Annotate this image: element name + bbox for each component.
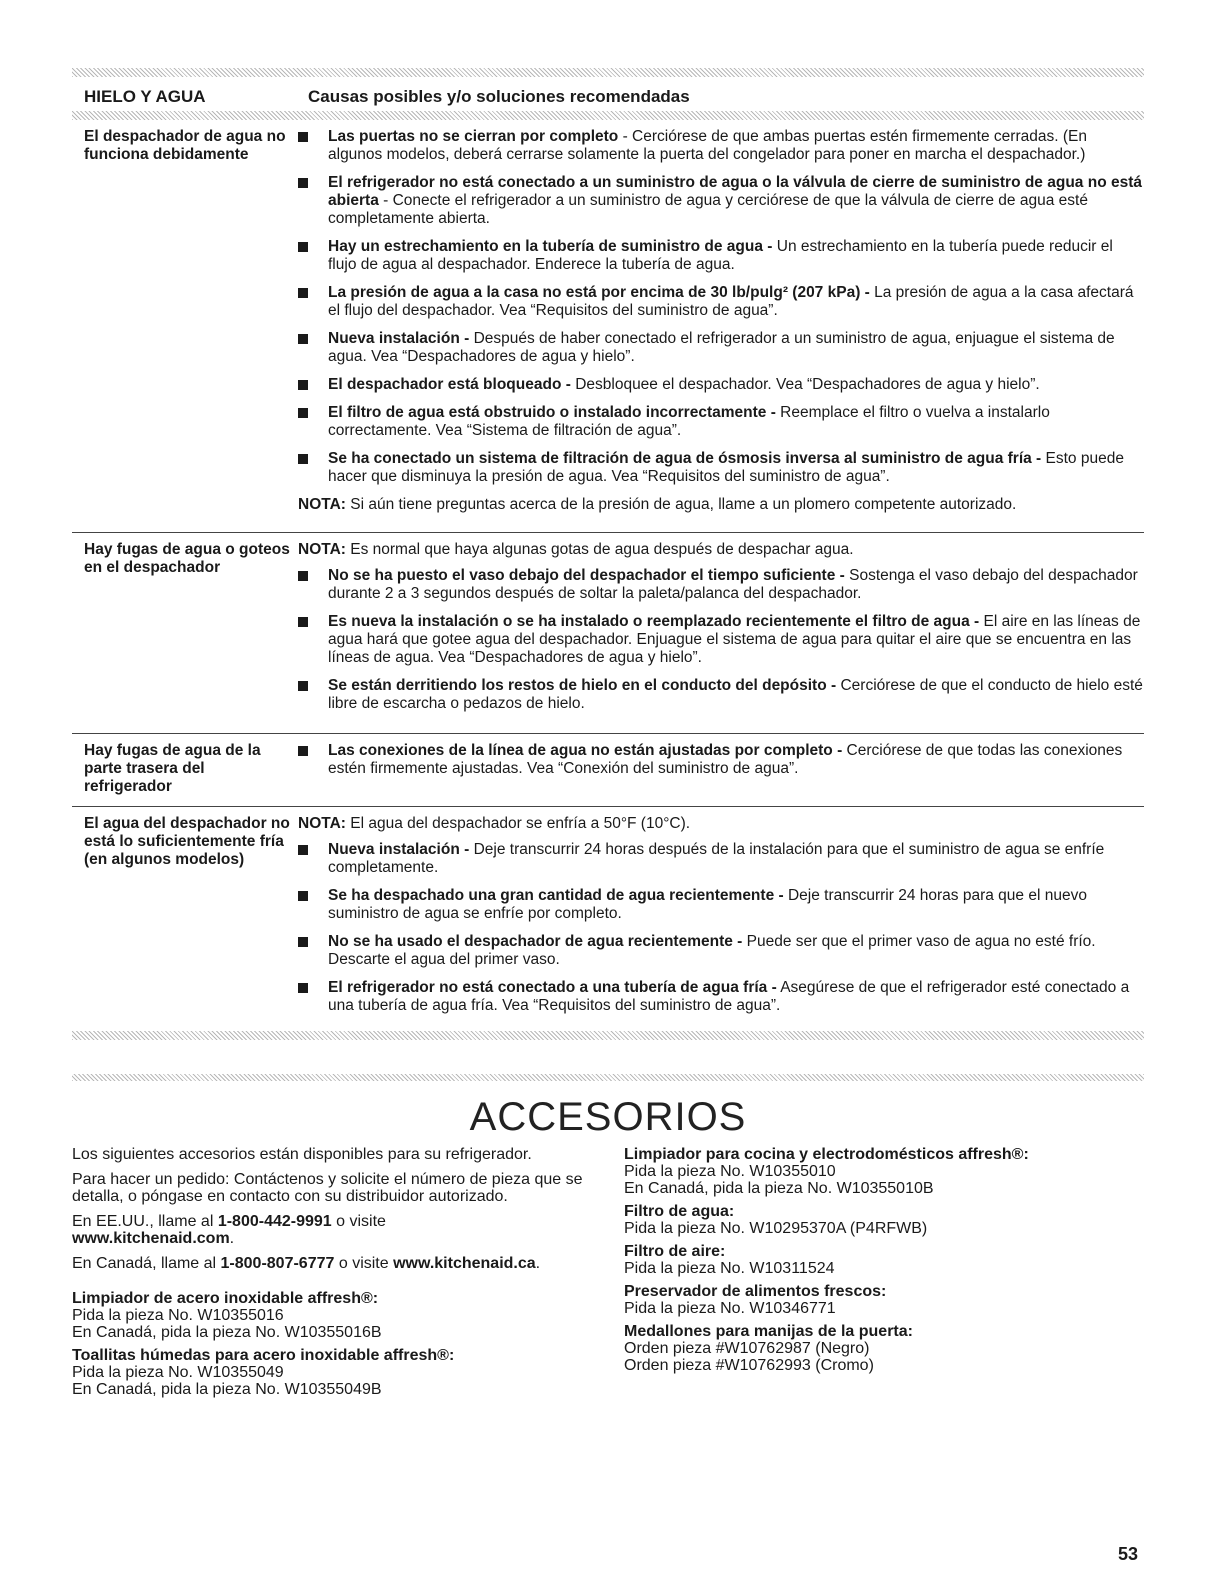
problem-cause: Hay fugas de agua de la parte trasera del refrigerador (84, 742, 261, 795)
accessory-part-number: Pida la pieza No. W10295370A (P4RFWB) (624, 1220, 928, 1237)
note-label: NOTA: (298, 815, 346, 832)
solution-item (298, 404, 1144, 440)
solution-item (298, 330, 1144, 366)
square-bullet-icon (298, 380, 308, 390)
solution-title: El refrigerador no está conectado a una tubería de agua fría - (328, 979, 777, 996)
solution-title: No se ha puesto el vaso debajo del despachador el tiempo suficiente - (328, 567, 845, 584)
solution-title: El refrigerador no está conectado a un suministro de agua o la válvula de cierre de suministro de agua no está abierta (328, 174, 1142, 209)
solution-text: Desbloquee el despachador. Vea “Despachadores de agua y hielo”. (570, 376, 1040, 393)
square-bullet-icon (298, 408, 308, 418)
accessory-part-number: En Canadá, pida la pieza No. W10355049B (72, 1381, 382, 1398)
solution-title: Las puertas no se cierran por completo (328, 128, 619, 145)
header-divider (72, 111, 1144, 120)
accessory-part-number: Pida la pieza No. W10346771 (624, 1300, 836, 1317)
accessory-title: Filtro de aire: (624, 1243, 726, 1260)
ca-phone[interactable]: 1-800-807-6777 (220, 1255, 335, 1272)
accesorios-title: ACCESORIOS (469, 1095, 747, 1139)
troubleshooting-table (72, 120, 1144, 1031)
problem-cause: El despachador de agua no funciona debidamente (84, 128, 286, 163)
solution-item (298, 979, 1144, 1015)
accessory-title: Preservador de alimentos frescos: (624, 1283, 887, 1300)
accessory-title: Limpiador de acero inoxidable affresh®: (72, 1290, 379, 1307)
note-label: NOTA: (298, 541, 346, 558)
solution-item (298, 567, 1144, 603)
accessory-part-number: Pida la pieza No. W10355016 (72, 1307, 284, 1324)
table-bottom-divider (72, 1031, 1144, 1040)
problem-cause: Hay fugas de agua o goteos en el despachador (84, 541, 290, 576)
solution-item (298, 174, 1144, 228)
accessory-item (624, 1283, 1144, 1317)
solution-text: Deje transcurrir 24 horas para que el nuevo suministro de agua se enfríe por completo. (328, 887, 1087, 922)
accessory-part-number: En Canadá, pida la pieza No. W10355016B (72, 1324, 382, 1341)
square-bullet-icon (298, 617, 308, 627)
solution-item (298, 613, 1144, 667)
note-label: NOTA: (298, 496, 346, 513)
problem-cause: El agua del despachador no está lo suficientemente fría (en algunos modelos) (84, 815, 290, 868)
solution-title: Nueva instalación - (328, 841, 470, 858)
note-text: Si aún tiene preguntas acerca de la presión de agua, llame a un plomero competente autorizado. (345, 496, 1017, 513)
accessory-title: Limpiador para cocina y electrodomésticos affresh®: (624, 1146, 1029, 1163)
solution-text: - Conecte el refrigerador a un suministro de agua y cerciórese de que la válvula de cierre de agua esté completamente abierta. (328, 192, 1088, 227)
table-header-col1: HIELO Y AGUA (84, 87, 206, 106)
accessory-item (624, 1203, 1144, 1237)
ca-contact (72, 1255, 624, 1272)
accessory-part-number: Pida la pieza No. W10355049 (72, 1364, 284, 1381)
square-bullet-icon (298, 571, 308, 581)
solution-text: Deje transcurrir 24 horas después de la instalación para que el suministro de agua se enfríe completamente. (328, 841, 1105, 876)
solution-text: - Cerciórese de que ambas puertas estén firmemente cerradas. (En algunos modelos, deberá cerrarse solamente la puerta del congelador para poner en marcha el despachador.) (328, 128, 1087, 163)
ca-end: . (535, 1255, 541, 1272)
accessory-part-number: Pida la pieza No. W10311524 (624, 1260, 835, 1277)
accesorios-left-column (72, 1146, 624, 1404)
accesorios-divider (72, 1074, 1144, 1081)
us-website[interactable]: www.kitchenaid.com (72, 1230, 230, 1247)
order-text: Para hacer un pedido: Contáctenos y solicite el número de pieza que se detalla, o póngase en contacto con su distribuidor autorizado. (72, 1171, 583, 1205)
accessory-part-number: Orden pieza #W10762993 (Cromo) (624, 1357, 874, 1374)
solution-text: Esto puede hacer que disminuya la presión de agua. Vea “Requisitos del suministro de agua”. (328, 450, 1124, 485)
solution-item (298, 376, 1144, 394)
accessory-title: Toallitas húmedas para acero inoxidable affresh®: (72, 1347, 455, 1364)
square-bullet-icon (298, 132, 308, 142)
accessory-part-number: Pida la pieza No. W10355010 (624, 1163, 836, 1180)
page (72, 68, 1144, 1404)
solution-title: Se ha conectado un sistema de filtración de agua de ósmosis inversa al suministro de agua fría - (328, 450, 1042, 467)
solution-item (298, 128, 1144, 164)
solution-text: Después de haber conectado el refrigerador a un suministro de agua, enjuague el sistema de agua. Vea “Despachadores de agua y hielo”. (328, 330, 1115, 365)
solutions (298, 128, 1144, 522)
square-bullet-icon (298, 334, 308, 344)
solution-title: El despachador está bloqueado - (328, 376, 571, 393)
solution-item (298, 933, 1144, 969)
square-bullet-icon (298, 681, 308, 691)
square-bullet-icon (298, 937, 308, 947)
solution-text: Asegúrese de que el refrigerador esté conectado a una tubería de agua fría. Vea “Requisitos del suministro de agua”. (328, 979, 1130, 1014)
ca-website[interactable]: www.kitchenaid.ca (393, 1255, 536, 1272)
solution-item (298, 284, 1144, 320)
note (298, 496, 1144, 514)
solution-title: Hay un estrechamiento en la tubería de suministro de agua - (328, 238, 773, 255)
us-mid: o visite (331, 1213, 386, 1230)
accessory-item (624, 1243, 1144, 1277)
solution-text: Un estrechamiento en la tubería puede reducir el flujo de agua al despachador. Enderece la tubería de agua. (328, 238, 1113, 273)
square-bullet-icon (298, 178, 308, 188)
solutions (298, 541, 1144, 723)
accessory-item (624, 1323, 1144, 1374)
intro-text: Los siguientes accesorios están disponibles para su refrigerador. (72, 1146, 532, 1163)
table-row (72, 532, 1144, 733)
table-row (72, 733, 1144, 806)
solution-text: Cerciórese de que todas las conexiones estén firmemente ajustadas. Vea “Conexión del suministro de agua”. (328, 742, 1123, 777)
note-text: El agua del despachador se enfría a 50°F (10°C). (345, 815, 691, 832)
solution-item (298, 450, 1144, 486)
accessory-part-number: En Canadá, pida la pieza No. W10355010B (624, 1180, 934, 1197)
square-bullet-icon (298, 454, 308, 464)
square-bullet-icon (298, 746, 308, 756)
accessory-item (624, 1146, 1144, 1197)
us-prefix: En EE.UU., llame al (72, 1213, 218, 1230)
accessory-title: Filtro de agua: (624, 1203, 735, 1220)
note-text: Es normal que haya algunas gotas de agua después de despachar agua. (345, 541, 854, 558)
ca-prefix: En Canadá, llame al (72, 1255, 221, 1272)
table-row (72, 120, 1144, 532)
solution-text: Sostenga el vaso debajo del despachador durante 2 a 3 segundos después de soltar la paleta/palanca del despachador. (328, 567, 1138, 602)
solution-item (298, 841, 1144, 877)
solution-item (298, 887, 1144, 923)
solution-title: Se ha despachado una gran cantidad de agua recientemente - (328, 887, 784, 904)
table-header-col2: Causas posibles y/o soluciones recomendadas (308, 87, 690, 106)
note (298, 541, 1144, 559)
us-phone[interactable]: 1-800-442-9991 (217, 1213, 332, 1230)
accesorios-section (72, 1146, 1144, 1404)
page-number: 53 (1118, 1544, 1139, 1564)
solution-text: La presión de agua a la casa afectará el flujo del despachador. Vea “Requisitos del suministro de agua”. (328, 284, 1134, 319)
note (298, 815, 1144, 833)
solutions (298, 742, 1144, 796)
accessory-list-left (72, 1290, 624, 1398)
accessory-item (72, 1347, 624, 1398)
square-bullet-icon (298, 845, 308, 855)
solution-text: Reemplace el filtro o vuelva a instalarlo correctamente. Vea “Sistema de filtración de agua”. (328, 404, 1050, 439)
solution-item (298, 742, 1144, 778)
us-end: . (229, 1230, 235, 1247)
solution-item (298, 238, 1144, 274)
solution-text: El aire en las líneas de agua hará que gotee agua del despachador. Enjuague el sistema de agua para quitar el aire que se encuentra en las líneas de agua. Vea “Despachadores de agua y hielo”. (328, 613, 1141, 666)
solution-title: Es nueva la instalación o se ha instalado o reemplazado recientemente el filtro de agua - (328, 613, 980, 630)
accessory-title: Medallones para manijas de la puerta: (624, 1323, 913, 1340)
square-bullet-icon (298, 983, 308, 993)
accessory-item (72, 1290, 624, 1341)
square-bullet-icon (298, 242, 308, 252)
solution-title: Las conexiones de la línea de agua no están ajustadas por completo - (328, 742, 843, 759)
square-bullet-icon (298, 891, 308, 901)
table-header (72, 77, 1144, 111)
accessory-list-right (624, 1146, 1144, 1374)
solution-text: Cerciórese de que el conducto de hielo esté libre de escarcha o pedazos de hielo. (328, 677, 1143, 712)
solution-title: La presión de agua a la casa no está por encima de 30 lb/pulg² (207 kPa) - (328, 284, 870, 301)
accessory-part-number: Orden pieza #W10762987 (Negro) (624, 1340, 870, 1357)
solution-title: No se ha usado el despachador de agua recientemente - (328, 933, 743, 950)
solution-title: Nueva instalación - (328, 330, 470, 347)
solution-title: Se están derritiendo los restos de hielo en el conducto del depósito - (328, 677, 837, 694)
accesorios-right-column (624, 1146, 1144, 1404)
us-contact (72, 1213, 624, 1247)
ca-mid: o visite (334, 1255, 394, 1272)
solutions (298, 815, 1144, 1025)
top-divider (72, 68, 1144, 77)
table-row (72, 806, 1144, 1031)
square-bullet-icon (298, 288, 308, 298)
solution-item (298, 677, 1144, 713)
solution-title: El filtro de agua está obstruido o instalado incorrectamente - (328, 404, 776, 421)
solution-text: Puede ser que el primer vaso de agua no esté frío. Descarte el agua del primer vaso. (328, 933, 1096, 968)
